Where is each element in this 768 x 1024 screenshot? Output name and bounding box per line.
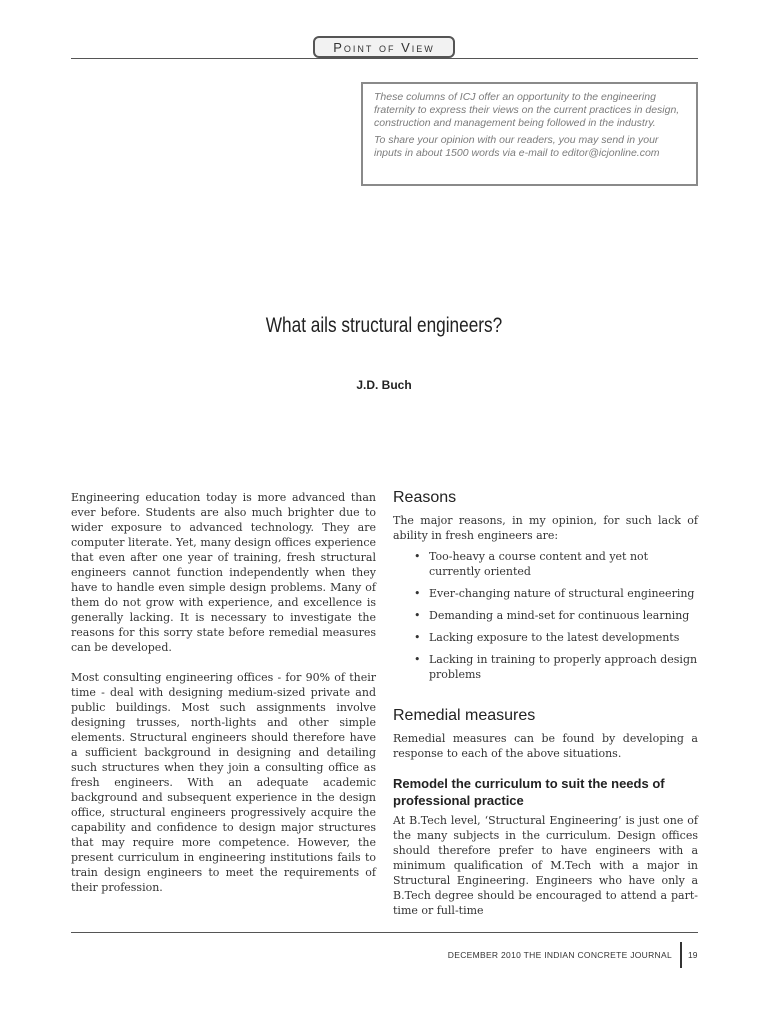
- page-number: 19: [688, 950, 698, 960]
- reasons-list: [393, 549, 698, 682]
- footer-journal: DECEMBER 2010 THE INDIAN CONCRETE JOURNAL: [447, 950, 672, 960]
- section-badge: Point of View: [313, 36, 455, 58]
- header-divider: [71, 58, 698, 59]
- footer-separator: [680, 942, 682, 968]
- list-item: • Too-heavy a course content and yet not currently oriented: [429, 549, 698, 579]
- remedial-intro: Remedial measures can be found by developing a response to each of the above situations.: [393, 732, 698, 760]
- subsection-heading: Remodel the curriculum to suit the needs of professional practice: [393, 776, 665, 808]
- body-paragraph: Engineering education today is more advanced than ever before. Students are also much brighter due to wider exposure to advanced technology. They are computer literate. Yet, many design offices experience that even after one year of training, fresh structural engineers cannot function independently when they have to handle even simple design problems. Many of them do not grow with experience, and excellence is generally lacking. It is necessary to investigate the reasons for this sorry state before remedial measures can be developed.: [71, 491, 376, 654]
- list-item: • Lacking exposure to the latest developments: [429, 630, 698, 645]
- list-item: • Demanding a mind-set for continuous learning: [429, 608, 698, 623]
- editorial-submission-text: To share your opinion with our readers, you may send in your inputs in about 1500 words via e-mail to editor@icjonline.com: [374, 134, 660, 159]
- section-heading-reasons: Reasons: [393, 489, 457, 506]
- right-column: [393, 488, 698, 924]
- editorial-note-text: These columns of ICJ offer an opportunity to the engineering fraternity to express their views on the current practices in design, construction and management being followed in the industry.: [374, 91, 680, 129]
- footer-divider: [71, 932, 698, 933]
- editorial-note-box: [361, 82, 698, 186]
- article-title: What ails structural engineers?: [265, 314, 503, 337]
- body-paragraph: At B.Tech level, ‘Structural Engineering’ is just one of the many subjects in the curriculum. Design offices should therefore prefer to have engineers with a minimum qualification of M.Tech with a major in Structural Engineering. Engineers who have only a B.Tech degree should be encouraged to attend a part-time or full-time: [393, 814, 698, 917]
- body-paragraph: Most consulting engineering offices - for 90% of their time - deal with designing medium-sized private and public buildings. Most such assignments involve designing trusses, north-lights and other simple elements. Structural engineers should therefore have a sufficient background in designing and detailing such structures when they join a consulting office as fresh engineers. With an adequate academic background and subsequent experience in the design office, structural engineers progressively acquire the capability and confidence to design major structures that may require more competence. However, the present curriculum in engineering institutions fails to train design engineers to meet the requirements of their profession.: [71, 671, 376, 894]
- list-item: • Ever-changing nature of structural engineering: [429, 586, 698, 601]
- section-heading-remedial: Remedial measures: [393, 707, 536, 724]
- reasons-intro: The major reasons, in my opinion, for such lack of ability in fresh engineers are:: [393, 514, 698, 542]
- left-column: [71, 490, 376, 910]
- list-item: • Lacking in training to properly approach design problems: [429, 652, 698, 682]
- article-author: J.D. Buch: [356, 378, 412, 392]
